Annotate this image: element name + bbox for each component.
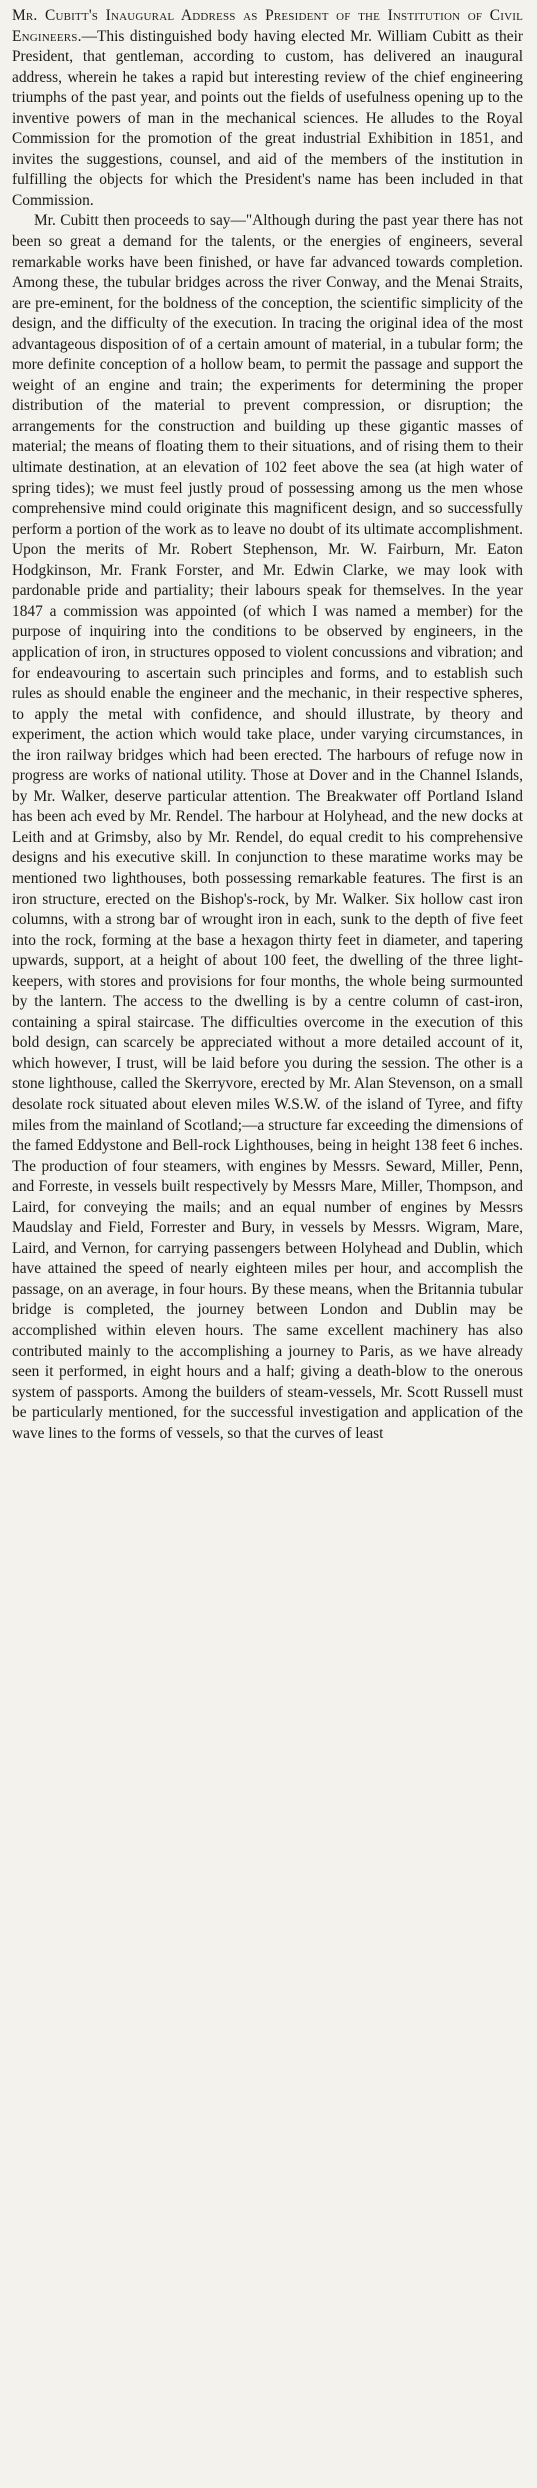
opening-paragraph	[12, 6, 523, 211]
article-body: Mr. Cubitt then proceeds to say—"Although during the past year there has not been so great a demand for the talents, or the energies of engineers, several remarkable works have been finished, or have far advanced towards completion. Among these, the tubular bridges across the river Conway, and the Menai Straits, are pre-eminent, for the boldness of the conception, the scientific simplicity of the design, and the difficulty of the execution. In tracing the original idea of the most advantageous disposition of of a certain amount of material, in a tubular form; the more definite conception of a hollow beam, to permit the passage and support the weight of an engine and train; the experiments for determining the proper distribution of the material to prevent compression, or disruption; the arrangements for the construction and building up these gigantic masses of material; the means of floating them to their situations, and of rising them to their ultimate destination, at an elevation of 102 feet above the sea (at high water of spring tides); we must feel justly proud of possessing among us the men whose comprehensive mind could originate this magnificent design, and so successfully perform a portion of the work as to leave no doubt of its ultimate accomplishment. Upon the merits of Mr. Robert Stephenson, Mr. W. Fairburn, Mr. Eaton Hodgkinson, Mr. Frank Forster, and Mr. Edwin Clarke, we may look with pardonable pride and partiality; their labours speak for themselves. In the year 1847 a commission was appointed (of which I was named a member) for the purpose of inquiring into the conditions to be observed by engineers, in the application of iron, in structures opposed to violent concussions and vibration; and for endeavouring to ascertain such principles and forms, and to establish such rules as should enable the engineer and the mechanic, in their respective spheres, to apply the metal with confidence, and should illustrate, by theory and experiment, the action which would take place, under varying circumstances, in the iron railway bridges which had been erected. The harbours of refuge now in progress are works of national utility. Those at Dover and in the Channel Islands, by Mr. Walker, deserve particular attention. The Breakwater off Portland Island has been ach eved by Mr. Rendel. The harbour at Holyhead, and the new docks at Leith and at Grimsby, also by Mr. Rendel, do equal credit to his comprehensive designs and his executive skill. In conjunction to these maratime works may be mentioned two lighthouses, both possessing remarkable features. The first is an iron structure, erected on the Bishop's-rock, by Mr. Walker. Six hollow cast iron columns, with a strong bar of wrought iron in each, sunk to the depth of five feet into the rock, forming at the base a hexagon thirty feet in diameter, and tapering upwards, support, at a height of about 100 feet, the dwelling of the three light-keepers, with stores and provisions for four months, the whole being surmounted by the lantern. The access to the dwelling is by a centre column of cast-iron, containing a spiral staircase. The difficulties overcome in the execution of this bold design, can scarcely be appreciated without a more detailed account of it, which however, I trust, will be laid before you during the session. The other is a stone lighthouse, called the Skerryvore, erected by Mr. Alan Stevenson, on a small desolate rock situated about eleven miles W.S.W. of the island of Tyree, and fifty miles from the mainland of Scotland;—a structure far exceeding the dimensions of the famed Eddystone and Bell-rock Lighthouses, being in height 138 feet 6 inches. The production of four steamers, with engines by Messrs. Seward, Miller, Penn, and Forreste, in vessels built respectively by Messrs Mare, Miller, Thompson, and Laird, for conveying the mails; and an equal number of engines by Messrs Maudslay and Field, Forrester and Bury, in vessels by Messrs. Wigram, Mare, Laird, and Vernon, for carrying passengers between Holyhead and Dublin, which have attained the speed of nearly eighteen miles per hour, and accomplish the passage, on an average, in four hours. By these means, when the Britannia tubular bridge is completed, the journey between London and Dublin may be accomplished within eleven hours. The same excellent machinery has also contributed mainly to the accomplishing a journey to Paris, as we have already seen it performed, in eight hours and a half; giving a death-blow to the onerous system of passports. Among the builders of steam-vessels, Mr. Scott Russell must be particularly mentioned, for the successful investigation and application of the wave lines to the forms of vessels, so that the curves of least	[12, 212, 523, 1442]
article-intro: —This distinguished body having elected Mr. William Cubitt as their President, that gentleman, according to custom, has delivered an inaugural address, wherein he takes a rapid but interesting review of the chief engineering triumphs of the past year, and points out the fields of usefulness opening up to the inventive powers of man in the mechanical sciences. He alludes to the Royal Commission for the promotion of the great industrial Exhibition in 1851, and invites the suggestions, counsel, and aid of the members of the institution in fulfilling the objects for which the President's name has been included in that Commission.	[12, 27, 523, 209]
article-headline: Mr. Cubitt's Inaugural Address as President of the Institution of Civil Engineers.	[12, 7, 523, 45]
